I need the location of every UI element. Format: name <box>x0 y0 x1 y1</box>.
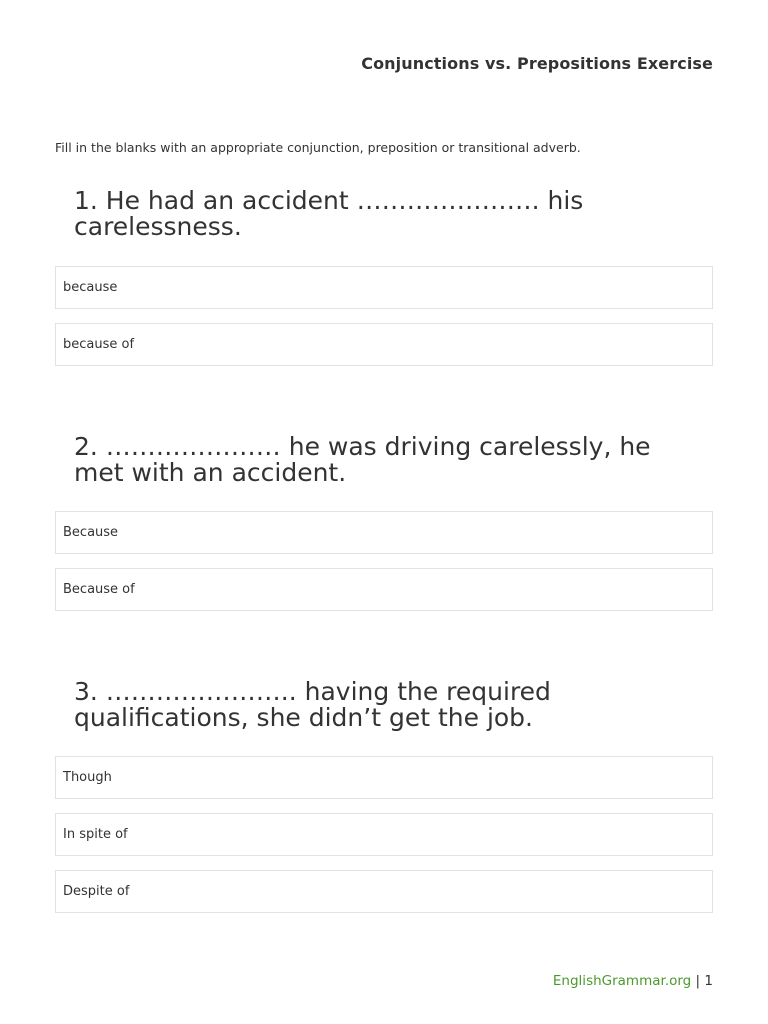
option-because-of[interactable]: Because of <box>55 568 713 611</box>
question-3 <box>55 679 713 927</box>
page-footer <box>553 973 713 989</box>
option-because[interactable]: because <box>55 266 713 309</box>
instructions-text: Fill in the blanks with an appropriate conjunction, preposition or transitional adverb. <box>55 140 581 155</box>
question-2 <box>55 434 713 625</box>
question-1 <box>55 188 713 380</box>
option-because[interactable]: Because <box>55 511 713 554</box>
footer-separator: | <box>691 973 705 989</box>
question-2-options <box>55 511 713 611</box>
option-because-of[interactable]: because of <box>55 323 713 366</box>
option-despite-of[interactable]: Despite of <box>55 870 713 913</box>
question-1-options <box>55 266 713 366</box>
page-title: Conjunctions vs. Prepositions Exercise <box>361 54 713 73</box>
footer-site-link[interactable]: EnglishGrammar.org <box>552 973 692 989</box>
question-1-text: 1. He had an accident …………………. his carelessness. <box>74 186 584 241</box>
page-number: 1 <box>704 973 713 989</box>
question-3-text: 3. ………………….. having the required qualifications, she didn’t get the job. <box>74 677 551 732</box>
question-2-text: 2. ………………… he was driving carelessly, he met with an accident. <box>74 432 651 487</box>
question-3-options <box>55 756 713 913</box>
option-in-spite-of[interactable]: In spite of <box>55 813 713 856</box>
option-though[interactable]: Though <box>55 756 713 799</box>
